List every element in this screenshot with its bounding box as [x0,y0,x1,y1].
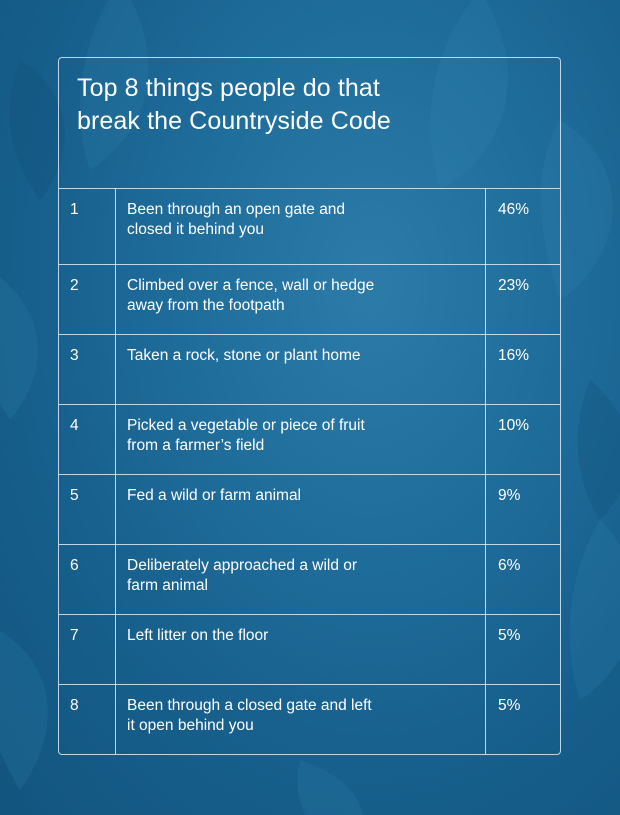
row-rank: 5 [70,487,79,504]
table-body [59,188,560,754]
row-text: Been through an open gate and closed it behind you [127,201,346,238]
table-row [59,404,560,474]
row-text: Climbed over a fence, wall or hedge away from the footpath [127,277,375,314]
row-percent: 9% [498,487,521,504]
row-text: Picked a vegetable or piece of fruit from a farmer’s field [127,417,365,454]
row-rank: 8 [70,697,79,714]
row-text: Taken a rock, stone or plant home [127,347,361,364]
row-rank: 7 [70,627,79,644]
table-row [59,614,560,684]
row-rank: 1 [70,201,79,218]
row-percent: 16% [498,347,530,364]
row-rank: 4 [70,417,79,434]
row-percent: 10% [498,417,530,434]
row-rank: 6 [70,557,79,574]
row-percent: 5% [498,697,521,714]
row-text: Fed a wild or farm animal [127,487,302,504]
row-rank: 2 [70,277,79,294]
row-percent: 6% [498,557,521,574]
table-row [59,264,560,334]
row-text: Deliberately approached a wild or farm animal [127,557,358,594]
table-row [59,334,560,404]
table-row [59,544,560,614]
table-row [59,684,560,754]
row-percent: 5% [498,627,521,644]
row-rank: 3 [70,347,79,364]
row-percent: 23% [498,277,530,294]
table-row [59,188,560,258]
row-percent: 46% [498,201,530,218]
row-text: Left litter on the floor [127,627,269,644]
table-title: Top 8 things people do that break the Countryside Code [77,74,391,135]
countryside-code-table [58,57,561,755]
row-text: Been through a closed gate and left it open behind you [127,697,372,734]
table-row [59,474,560,544]
